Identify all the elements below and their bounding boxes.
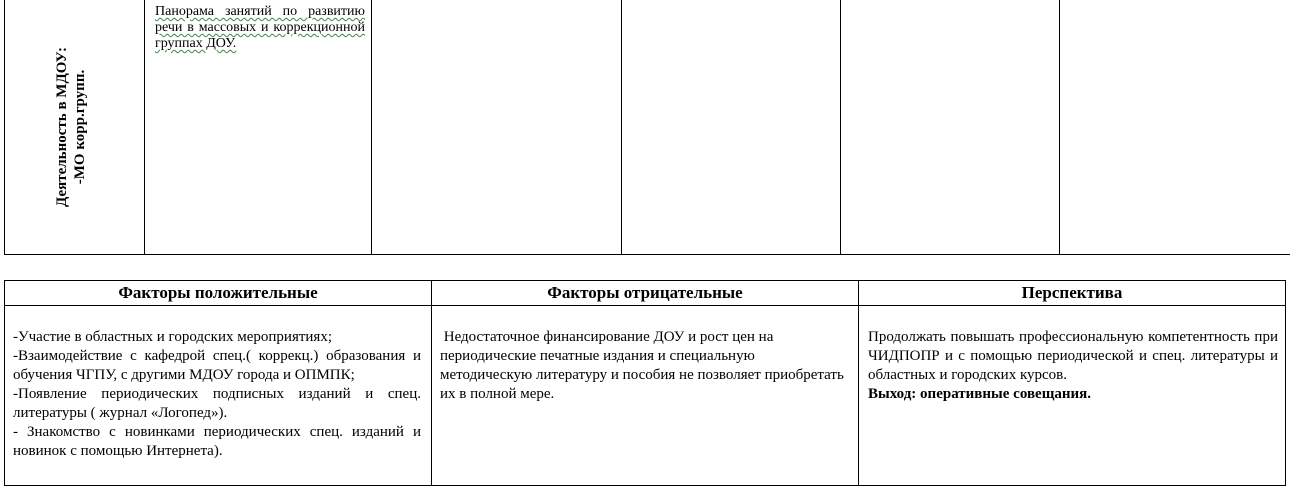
perspective-text: Продолжать повышать профессиональную компетентность при ЧИДПОПР и с помощью периодической и спец. литературы и областных и городских курсов.	[868, 329, 1278, 383]
positive-factor-item: - Знакомство с новинками периодических спец. изданий и новинок с помощью Интернета).	[13, 424, 421, 459]
activity-vertical-label	[0, 0, 142, 254]
negative-factors-cell	[440, 328, 850, 404]
header-negative-factors: Факторы отрицательные	[547, 283, 743, 302]
positive-factor-item: -Участие в областных и городских мероприятиях;	[13, 329, 332, 345]
negative-factors-text: Недостаточное финансирование ДОУ и рост цен на периодические печатные издания и специальную методическую литературу и пособия не позволяет приобретать их в полной мере.	[440, 329, 848, 402]
perspective-exit: Выход: оперативные совещания.	[868, 386, 1092, 402]
header-perspective: Перспектива	[1021, 283, 1123, 302]
speech-panorama-cell	[155, 4, 365, 52]
speech-panorama-text: Панорама занятий по развитию речи в массовых и коррекционной группах ДОУ.	[155, 4, 365, 51]
header-positive-factors: Факторы положительные	[118, 283, 318, 302]
perspective-cell	[868, 328, 1278, 404]
activity-label-line1: Деятельность в МДОУ:	[54, 46, 70, 208]
activity-label-line2: -МО корр.групп.	[72, 69, 88, 185]
positive-factors-cell	[13, 328, 421, 461]
positive-factor-item: -Взаимодействие с кафедрой спец.( коррекц.) образования и обучения ЧГПУ, с другими МДОУ города и ОПМПК;	[13, 348, 421, 383]
positive-factor-item: -Появление периодических подписных изданий и спец. литературы ( журнал «Логопед»).	[13, 386, 421, 421]
